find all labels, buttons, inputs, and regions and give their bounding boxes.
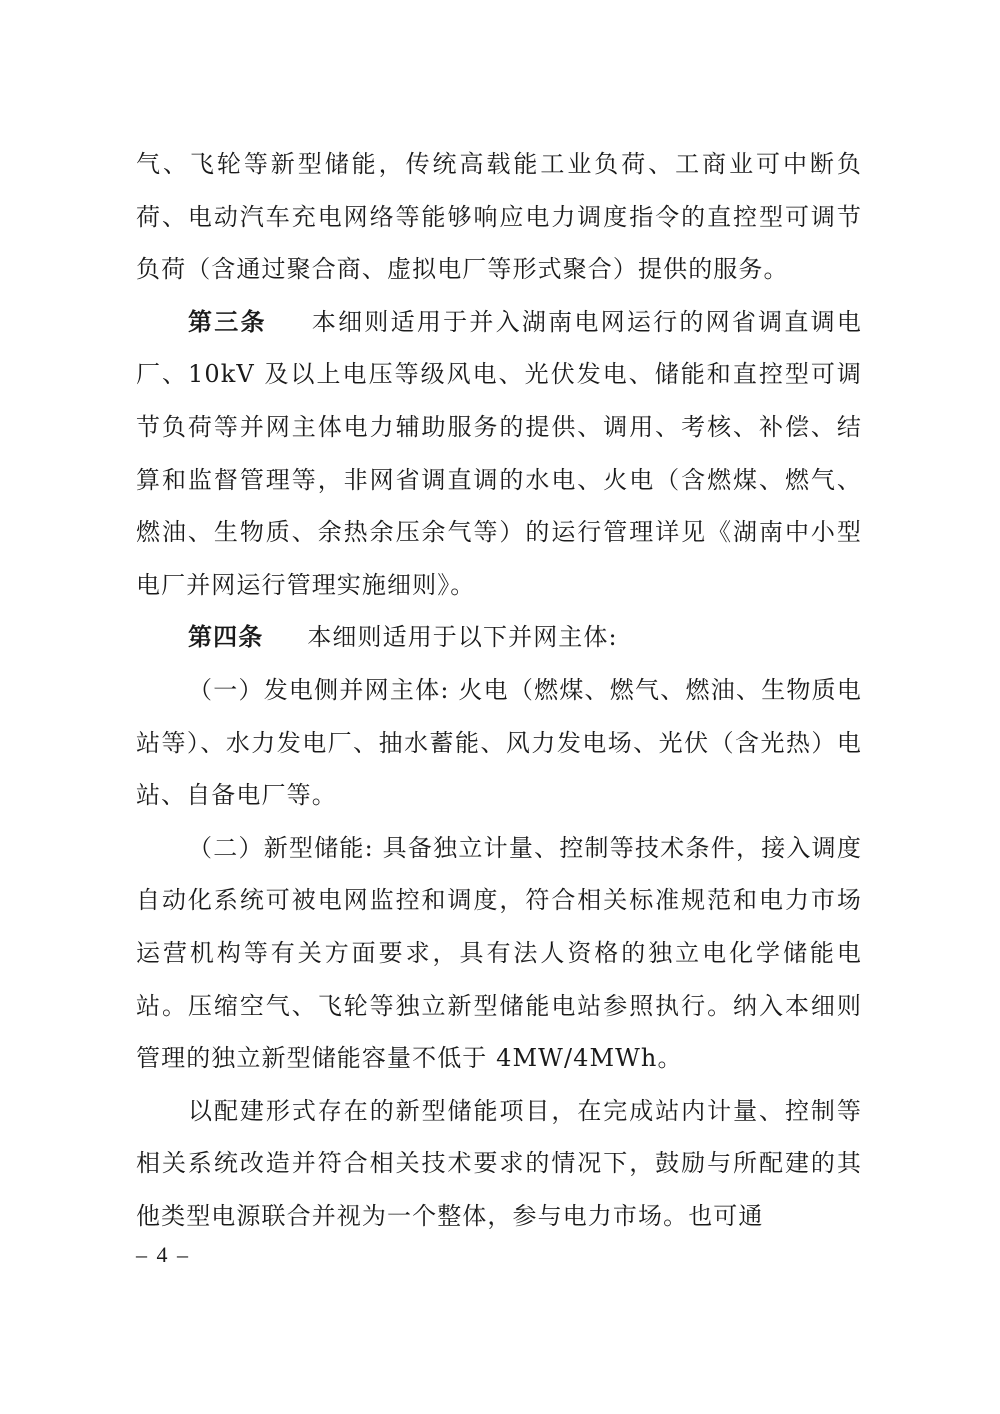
page-number: – 4 – bbox=[136, 1242, 190, 1267]
article-4 bbox=[136, 611, 862, 664]
paragraph-text: 气、飞轮等新型储能，传统高载能工业负荷、工商业可中断负荷、电动汽车充电网络等能够响应电力调度指令的直控型可调节负荷（含通过聚合商、虚拟电厂等形式聚合）提供的服务。 bbox=[136, 150, 862, 284]
item-1 bbox=[136, 664, 862, 822]
article-text: 本细则适用于并入湖南电网运行的网省调直调电厂、10kV 及以上电压等级风电、光伏发电、储能和直控型可调节负荷等并网主体电力辅助服务的提供、调用、考核、补偿、结算和监督管理等，非网省调直调的水电、火电（含燃煤、燃气、燃油、生物质、余热余压余气等）的运行管理详见《湖南中小型电厂并网运行管理实施细则》。 bbox=[136, 307, 862, 599]
item-2 bbox=[136, 822, 862, 1085]
item-text: （一）发电侧并网主体: 火电（燃煤、燃气、燃油、生物质电站等）、水力发电厂、抽水蓄能、风力发电场、光伏（含光热）电站、自备电厂等。 bbox=[136, 675, 862, 810]
paragraph-storage bbox=[136, 1085, 862, 1243]
article-heading: 第四条 bbox=[188, 622, 264, 652]
article-text: 本细则适用于以下并网主体: bbox=[307, 623, 618, 652]
article-heading: 第三条 bbox=[188, 306, 267, 336]
article-3 bbox=[136, 296, 862, 612]
document-body bbox=[136, 138, 862, 1242]
paragraph-continuation bbox=[136, 138, 862, 296]
item-text: （二）新型储能: 具备独立计量、控制等技术条件，接入调度自动化系统可被电网监控和调度，符合相关标准规范和电力市场运营机构等有关方面要求，具有法人资格的独立电化学储能电站。压缩空气、飞轮等独立新型储能电站参照执行。纳入本细则管理的独立新型储能容量不低于 4MW/4MWh。 bbox=[136, 833, 862, 1073]
paragraph-text: 以配建形式存在的新型储能项目，在完成站内计量、控制等相关系统改造并符合相关技术要求的情况下，鼓励与所配建的其他类型电源联合并视为一个整体，参与电力市场。也可通 bbox=[136, 1096, 862, 1230]
